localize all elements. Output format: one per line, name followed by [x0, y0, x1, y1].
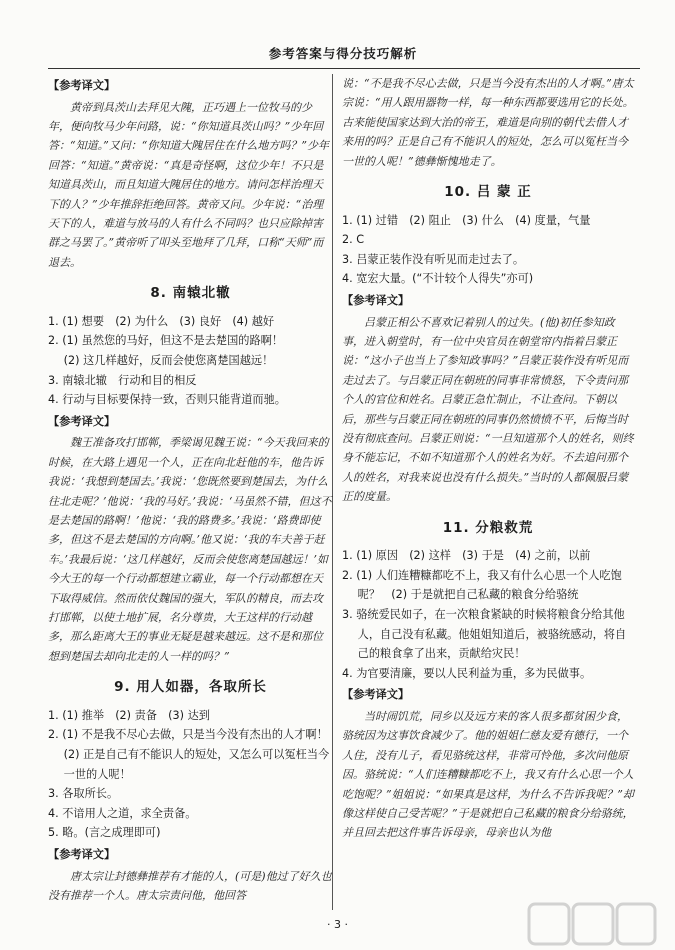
section-title-8: 8. 南辕北辙	[150, 285, 231, 302]
page-number: · 3 ·	[327, 918, 348, 931]
answer-item: 4. 不谙用人之道，求全责备。	[48, 806, 197, 820]
header-rule	[48, 68, 640, 69]
translation-paragraph: 唐太宗让封德彝推荐有才能的人，(可是)他过了好久也没有推荐一个人。唐太宗责问他，他回答	[48, 869, 332, 903]
section-title-11: 11. 分粮救荒	[442, 519, 534, 536]
section-label: 【 参考译文 】	[48, 845, 333, 865]
answer-item: 1. (1) 过错 (2) 阻止 (3) 什么 (4) 度量，气量	[342, 213, 591, 227]
answer-item: 3. 吕蒙正装作没有听见而走过去了。	[342, 252, 525, 266]
answer-item: 2. C	[342, 233, 365, 247]
translation-paragraph: 魏王准备攻打邯郸，季梁谒见魏王说：“今天我回来的时候，在大路上遇见一个人，正在向北赶他的车，他告诉我说：‘我想到楚国去。’我说：‘您既然要到楚国去，为什么往北走呢？’他说：‘我的马好。’我说：‘马虽然不错，但这不是去楚国的路啊！’他说：‘我的路费多。’我说：‘路费即使多，但这不是去楚国的方向啊。’他又说：‘我的车夫善于赶车。’我最后说：‘这几样越好，反而会使您离楚国越远！’如今大王的每一个行动都想建立霸业，每一个行动都想在天下取得威信。然而依仗魏国的强大，军队的精良，而去攻打邯郸，以使土地扩展，名分尊贵，大王这样的行动越多，那么距离大王的事业无疑是越来越远。这不是和那位想到楚国去却向北走的人一样的吗？”	[48, 436, 332, 663]
watermark-logo-icon	[527, 900, 657, 948]
section-label: 【 参考译文 】	[48, 76, 333, 96]
answer-item: 3. 南辕北辙 行动和目的相反	[48, 373, 197, 387]
answer-item: 1. (1) 推举 (2) 责备 (3) 达到	[48, 708, 210, 722]
answer-item: (2) 这几样越好，反而会使您离楚国越远！	[63, 354, 274, 368]
section-label: 【 参考译文 】	[342, 685, 634, 705]
answer-item: 1. (1) 原因 (2) 这样 (3) 于是 (4) 之前，以前	[342, 549, 591, 563]
answer-item: 2. (1) 虽然您的马好，但这不是去楚国的路啊！	[48, 334, 284, 348]
section-label: 【 参考译文 】	[48, 412, 333, 432]
answer-item: 4. 为官要清廉，要以人民利益为重，多为民做事。	[342, 666, 592, 680]
section-label: 【 参考译文 】	[342, 291, 634, 311]
right-column	[342, 74, 634, 845]
answer-item: 3. 骆统爱民如子，在一次粮食紧缺的时候将粮食分给其他人，自己没有私藏。他姐姐知道后，被骆统感动，将自己的粮食拿了出来，贡献给灾民！	[342, 608, 627, 661]
answer-item: 4. 行动与目标要保持一致，否则只能背道而驰。	[48, 393, 286, 407]
answer-item: 3. 各取所长。	[48, 787, 119, 801]
answer-item: 2. (1) 人们连糟糠都吃不上，我又有什么心思一个人吃饱呢？ (2) 于是就把自己私藏的粮食分给骆统	[342, 568, 622, 602]
section-title-10: 10. 吕 蒙 正	[444, 184, 532, 201]
translation-paragraph: 吕蒙正相公不喜欢记着别人的过失。(他)初任参知政事，进入朝堂时，有一位中央官员在朝堂帘内指着吕蒙正说：“这小子也当上了参知政事吗？”吕蒙正装作没有听见而走过去了。与吕蒙正同在朝班的同事非常愤怒，下令责问那个人的官位和姓名。吕蒙正急忙制止，不让查问。下朝以后，那些与吕蒙正同在朝班的同事仍然愤愤不平，后悔当时没有彻底查问。吕蒙正则说：“一旦知道那个人的姓名，则终身不能忘记，不如不知道那个人的姓名为好。不去追问那个人的姓名，对我来说也没有什么损失。”当时的人都佩服吕蒙正的度量。	[342, 315, 634, 504]
translation-paragraph: 说：“不是我不尽心去做，只是当今没有杰出的人才啊。”唐太宗说：“用人跟用器物一样，每一种东西都要选用它的长处。古来能使国家达到大治的帝王，难道是向别的朝代去借人才来用的吗？正是自己有不能识人的短处，怎么可以冤枉当今一世的人呢！”德彝惭愧地走了。	[342, 77, 634, 168]
section-title-9: 9. 用人如器，各取所长	[114, 679, 267, 696]
translation-paragraph: 黄帝到具茨山去拜见大隗，正巧遇上一位牧马的少年，便向牧马少年问路，说：“你知道具茨山吗？”少年回答：“知道。”又问：“你知道大隗居住在什么地方吗？”少年回答：“知道。”黄帝说：“真是奇怪啊，这位少年！不只是知道具茨山，而且知道大隗居住的地方。请问怎样治理天下的人？”少年推辞拒绝回答。黄帝又问。少年说：“治理天下的人，难道与放马的人有什么不同吗？也只应除掉害群之马罢了。”黄帝听了叩头至地拜了几拜，口称“天师”而退去。	[48, 100, 329, 269]
answer-item: 1. (1) 想要 (2) 为什么 (3) 良好 (4) 越好	[48, 314, 275, 328]
answer-item: 2. (1) 不是我不尽心去做，只是当今没有杰出的人才啊！ (2) 正是自己有不能识人的短处，又怎么可以冤枉当今一世的人呢！	[48, 728, 339, 781]
answer-item: 4. 宽宏大量。(“不计较个人得失”亦可)	[342, 272, 534, 286]
left-column	[48, 74, 339, 907]
answer-item: 5. 略。(言之成理即可)	[48, 826, 161, 840]
page-header: 参考答案与得分技巧解析	[268, 46, 418, 61]
translation-paragraph: 当时闹饥荒，同乡以及远方来的客人很多都贫困少食，骆统因为这事饮食减少了。他的姐姐仁慈友爱有德行，一个人住，没有儿子，看见骆统这样，非常可怜他，多次问他原因。骆统说：“人们连糟糠都吃不上，我又有什么心思一个人吃饱呢？”姐姐说：“如果真是这样，为什么不告诉我呢？”却像这样使自己受苦呢？”于是就把自己私藏的粮食分给骆统，并且回去把这件事告诉母亲，母亲也认为他	[342, 710, 634, 840]
